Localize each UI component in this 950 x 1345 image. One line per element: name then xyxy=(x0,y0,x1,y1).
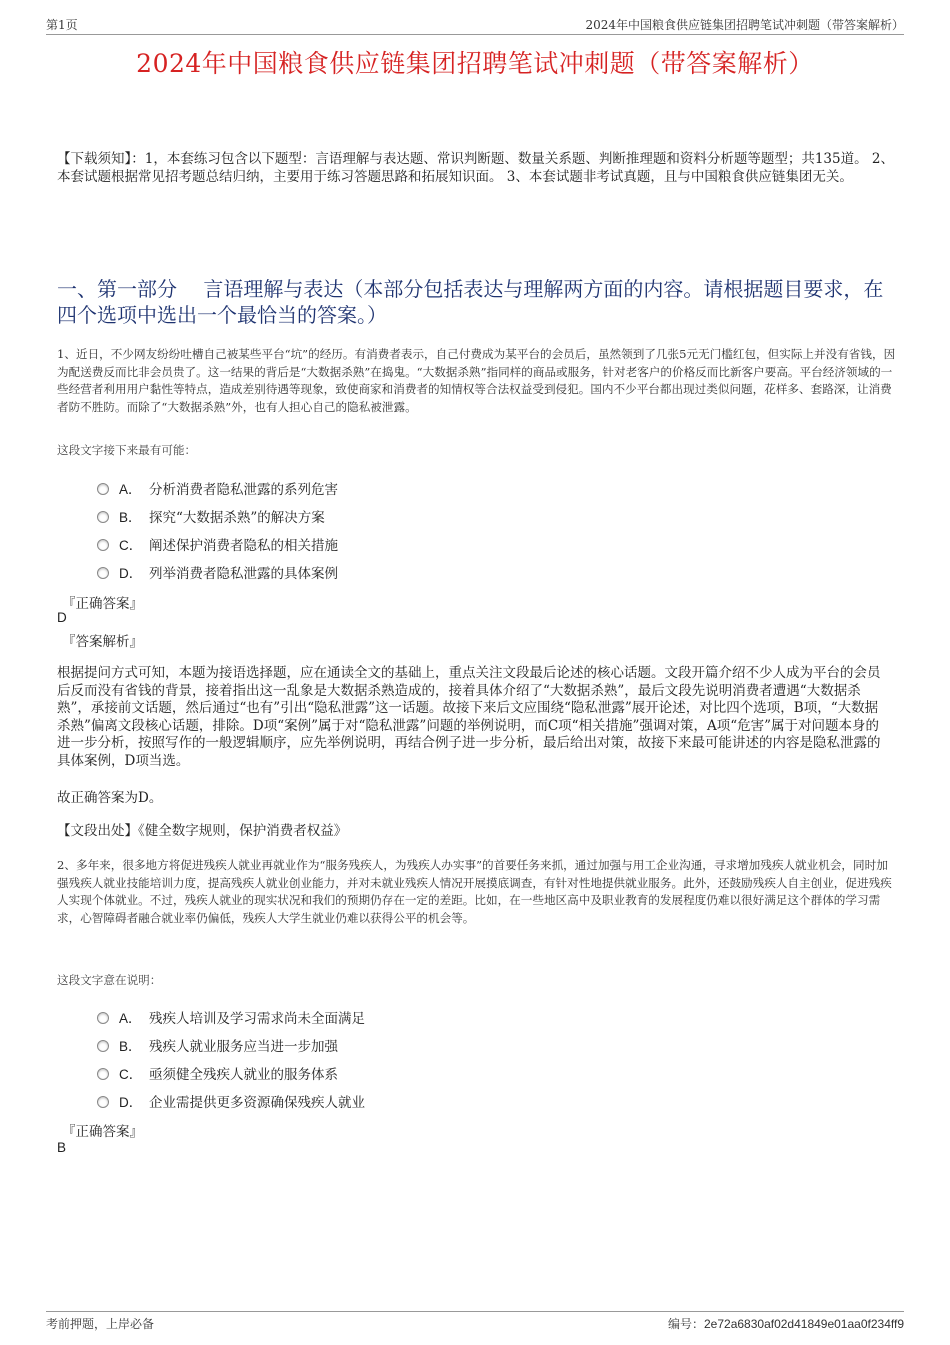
q1-option-c[interactable]: C． 阐述保护消费者隐私的相关措施 xyxy=(97,534,338,554)
question-1-prompt: 这段文字接下来最有可能： xyxy=(57,443,197,457)
radio-icon[interactable] xyxy=(97,1040,109,1052)
radio-icon[interactable] xyxy=(97,1068,109,1080)
q1-answer-label: 『正确答案』 xyxy=(62,596,143,612)
q2-option-a[interactable]: A． 残疾人培训及学习需求尚未全面满足 xyxy=(97,1007,365,1027)
download-notice: 【下载须知】：1，本套练习包含以下题型：言语理解与表达题、常识判断题、数量关系题、判断推理题和资料分析题等题型；共135道。 2、本套试题根据常见招考题总结归纳，主要用于练习答题思路和拓展知识面。 3、本套试题非考试真题，且与中国粮食供应链集团无关。 xyxy=(57,151,894,185)
question-2-text: 2、多年来，很多地方将促进残疾人就业再就业作为“服务残疾人，为残疾人办实事”的首要任务来抓，通过加强与用工企业沟通，寻求增加残疾人就业机会，同时加强残疾人就业技能培训力度，提高残疾人就业创业能力，并对未就业残疾人情况开展摸底调查，有针对性地提供就业服务。此外，还鼓励残疾人自主创业，促进残疾人实现个体就业。不过，残疾人就业的现实状况和我们的预期仍存在一定的差距。比如，在一些地区高中及职业教育的发展程度仍难以很好满足这个群体的学习需求，心智障碍者融合就业率仍偏低，残疾人大学生就业仍难以获得公平的机会等。 xyxy=(57,858,892,925)
page-footer xyxy=(46,1311,904,1332)
question-1-text: 1、近日，不少网友纷纷吐槽自己被某些平台“坑”的经历。有消费者表示，自己付费成为某平台的会员后，虽然领到了几张5元无门槛红包，但实际上并没有省钱，因为配送费反而比非会员贵了。这一结果的背后是“大数据杀熟”在捣鬼。“大数据杀熟”指同样的商品或服务，针对老客户的价格反而比新客户要高。平台经济领域的一些经营者利用用户黏性等特点，造成差别待遇等现象，致使商家和消费者的知情权等合法权益受到侵犯。国内不少平台都出现过类似问题，花样多、套路深，让消费者防不胜防。而除了“大数据杀熟”外，也有人担心自己的隐私被泄露。 xyxy=(57,347,896,414)
q1-option-b[interactable]: B． 探究“大数据杀熟”的解决方案 xyxy=(97,506,325,526)
page-number: 第1页 xyxy=(46,18,78,32)
radio-icon[interactable] xyxy=(97,539,109,551)
question-2-prompt: 这段文字意在说明： xyxy=(57,973,162,987)
radio-icon[interactable] xyxy=(97,1012,109,1024)
q2-answer-label: 『正确答案』 xyxy=(62,1124,143,1140)
q1-analysis-label: 『答案解析』 xyxy=(62,634,143,650)
q1-source: 【文段出处】《健全数字规则，保护消费者权益》 xyxy=(57,823,348,839)
radio-icon[interactable] xyxy=(97,511,109,523)
q1-option-a[interactable]: A． 分析消费者隐私泄露的系列危害 xyxy=(97,478,338,498)
section-title: 一、第一部分 言语理解与表达（本部分包括表达与理解两方面的内容。请根据题目要求，在四个选项中选出一个最恰当的答案。） xyxy=(57,277,884,327)
radio-icon[interactable] xyxy=(97,1096,109,1108)
q1-conclusion: 故正确答案为D。 xyxy=(57,790,163,806)
footer-slogan: 考前押题，上岸必备 xyxy=(46,1317,155,1331)
header-doc-title: 2024年中国粮食供应链集团招聘笔试冲刺题（带答案解析） xyxy=(585,18,904,32)
page-title: 2024年中国粮食供应链集团招聘笔试冲刺题（带答案解析） xyxy=(136,49,814,78)
q2-option-c[interactable]: C． 亟须健全残疾人就业的服务体系 xyxy=(97,1063,338,1083)
q2-answer: B xyxy=(57,1140,67,1155)
q2-option-b[interactable]: B． 残疾人就业服务应当进一步加强 xyxy=(97,1035,338,1055)
radio-icon[interactable] xyxy=(97,483,109,495)
footer-code: 编号：2e72a6830af02d41849e01aa0f234ff9 xyxy=(667,1317,904,1331)
q1-option-d[interactable]: D． 列举消费者隐私泄露的具体案例 xyxy=(97,562,338,582)
q2-option-d[interactable]: D． 企业需提供更多资源确保残疾人就业 xyxy=(97,1091,365,1111)
q1-analysis: 根据提问方式可知，本题为接语选择题，应在通读全文的基础上，重点关注文段最后论述的核心话题。文段开篇介绍不少人成为平台的会员后反而没有省钱的背景，接着指出这一乱象是大数据杀熟造成的，接着具体介绍了“大数据杀熟”，最后文段先说明消费者遭遇“大数据杀熟”，承接前文话题，然后通过“也有”引出“隐私泄露”这一话题。故接下来后文应围绕“隐私泄露”展开论述，对比四个选项，B项，“大数据杀熟”偏离文段核心话题，排除。D项“案例”属于对“隐私泄露”问题的举例说明，而C项“相关措施”强调对策，A项“危害”属于对问题本身的进一步分析，按照写作的一般逻辑顺序，应先举例说明，再结合例子进一步分析，最后给出对策，故接下来最可能讲述的内容是隐私泄露的具体案例，D项当选。 xyxy=(57,665,881,769)
page-header xyxy=(46,14,904,35)
q1-answer: D xyxy=(57,610,67,625)
radio-icon[interactable] xyxy=(97,567,109,579)
